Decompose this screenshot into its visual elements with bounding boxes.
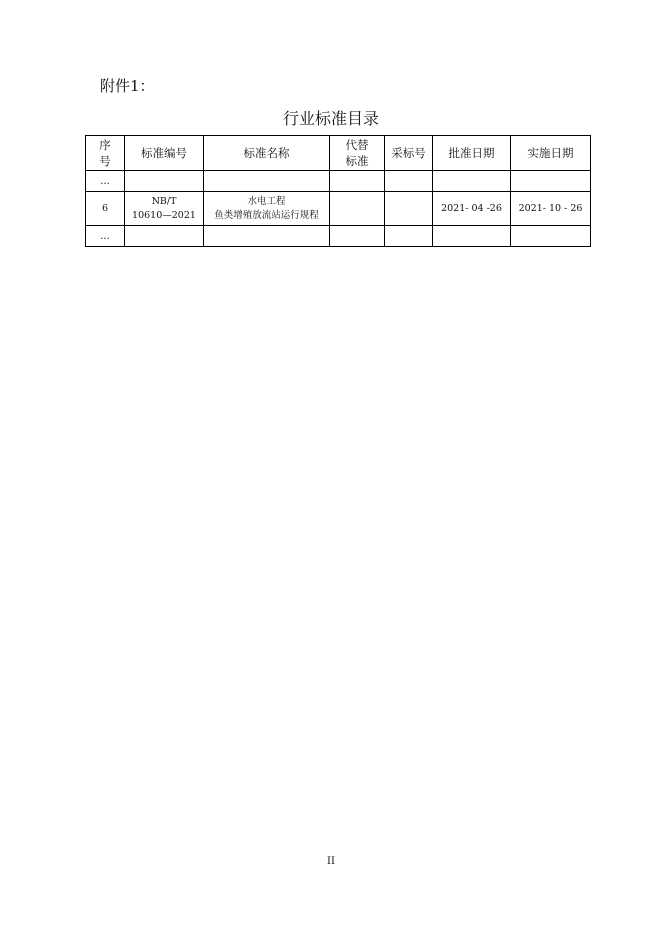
- cell-seq: 6: [86, 192, 125, 226]
- header-seq-line-1: 序: [99, 138, 111, 152]
- cell-name: [204, 226, 330, 247]
- cell-code: [125, 192, 204, 226]
- cell-adopt: [385, 226, 433, 247]
- cell-approve-date: [433, 171, 511, 192]
- header-seq-line-2: 号: [99, 154, 111, 168]
- cell-code-line-1: NB/T: [151, 195, 177, 207]
- header-code: 标准编号: [125, 136, 204, 171]
- cell-adopt: [385, 171, 433, 192]
- header-seq: [86, 136, 125, 171]
- annex-label: 附件1：: [100, 77, 155, 95]
- cell-impl-date: 2021- 10 - 26: [511, 192, 591, 226]
- header-replace-line-1: 代替: [345, 138, 369, 152]
- standards-table: [85, 135, 591, 247]
- cell-replace: [330, 226, 385, 247]
- page-number: II: [327, 856, 335, 867]
- cell-name: [204, 171, 330, 192]
- cell-seq: ...: [86, 171, 125, 192]
- cell-name-line-1: 水电工程: [247, 195, 286, 207]
- cell-approve-date: 2021- 04 -26: [433, 192, 511, 226]
- cell-code: [125, 226, 204, 247]
- cell-approve-date: [433, 226, 511, 247]
- header-replace: [330, 136, 385, 171]
- cell-code-line-2: 10610—2021: [132, 209, 196, 221]
- header-name: 标准名称: [204, 136, 330, 171]
- cell-impl-date: [511, 171, 591, 192]
- header-replace-line-2: 标准: [345, 154, 369, 168]
- cell-replace: [330, 171, 385, 192]
- cell-name: [204, 192, 330, 226]
- table-row: [86, 192, 591, 226]
- cell-seq: ...: [86, 226, 125, 247]
- table-header-row: [86, 136, 591, 171]
- header-adopt: 采标号: [385, 136, 433, 171]
- cell-name-line-2: 鱼类增殖放流站运行规程: [214, 209, 319, 221]
- cell-replace: [330, 192, 385, 226]
- cell-impl-date: [511, 226, 591, 247]
- header-approve-date: 批准日期: [433, 136, 511, 171]
- cell-code: [125, 171, 204, 192]
- table-row: [86, 171, 591, 192]
- cell-adopt: [385, 192, 433, 226]
- page-title: 行业标准目录: [282, 109, 379, 128]
- table-row: [86, 226, 591, 247]
- header-impl-date: 实施日期: [511, 136, 591, 171]
